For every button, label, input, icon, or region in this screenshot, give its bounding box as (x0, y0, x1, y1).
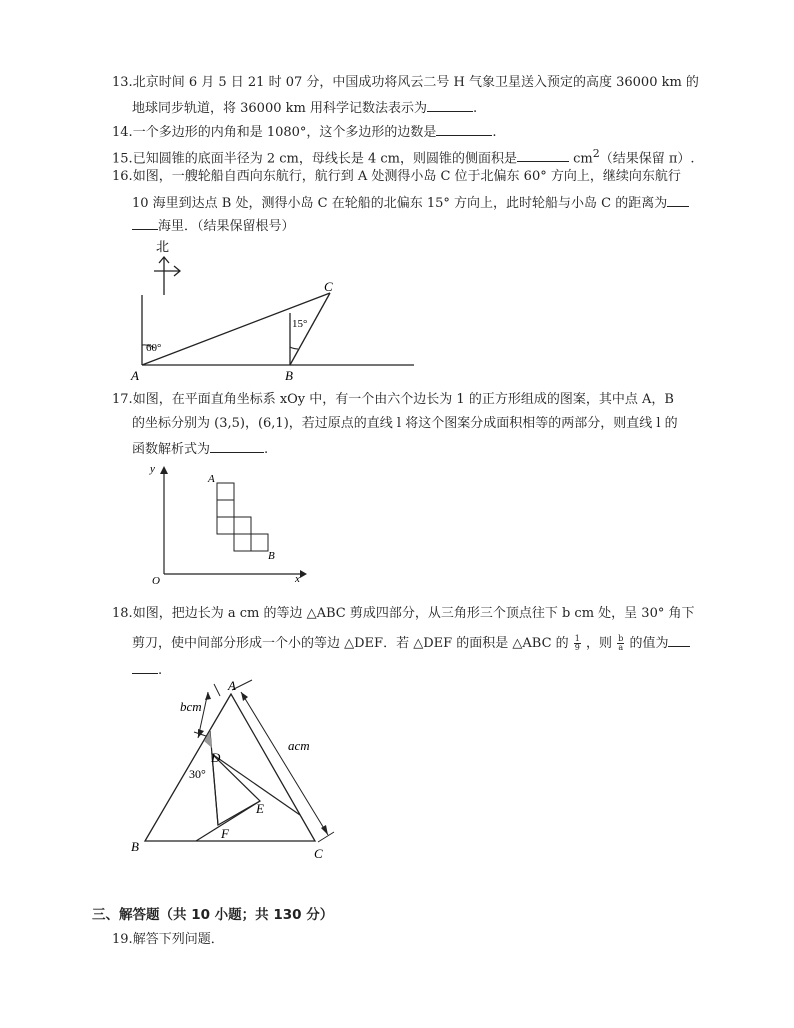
q16-line3: 海里．（结果保留根号） (132, 215, 295, 236)
q17-line1: 17.如图，在平面直角坐标系 xOy 中，有一个由六个边长为 1 的正方形组成的图案，其中点 A，B (112, 392, 674, 407)
q14-answer-blank[interactable] (436, 121, 492, 136)
q17-line3: 函数解析式为 . (132, 438, 268, 459)
triangle-ABC (145, 694, 315, 841)
q14-line: 14.一个多边形的内角和是 1080°，这个多边形的边数是 . (112, 121, 497, 142)
q13-line1: 13.北京时间 6 月 5 日 21 时 07 分，中国成功将风云二号 H 气象卫星送入预定的高度 36000 km 的 (112, 75, 699, 90)
square (234, 517, 251, 534)
point-C-label: C (324, 279, 333, 294)
point-B-label: B (285, 368, 293, 383)
point-E-label: E (256, 801, 264, 816)
q13-line2: 地球同步轨道，将 36000 km 用科学记数法表示为 . (132, 97, 477, 118)
x-axis-arrow (300, 570, 307, 578)
bcm-label: bcm (180, 699, 202, 714)
q18-figure (128, 678, 348, 866)
point-A-label: A (208, 473, 215, 485)
angle-15-label: 15° (292, 318, 308, 330)
q13-answer-blank[interactable] (427, 97, 473, 112)
q16-answer-blank-b[interactable] (132, 215, 158, 230)
y-axis-arrow (160, 466, 168, 474)
square-pattern (217, 483, 268, 551)
angle-30-label: 30° (189, 767, 206, 781)
origin-label: O (152, 575, 160, 585)
acm-arrow-top (241, 692, 248, 701)
angle-60-label: 60° (146, 342, 162, 354)
q18-answer-blank-b[interactable] (132, 659, 158, 674)
square (234, 534, 251, 551)
square (251, 534, 268, 551)
bcm-tick-top (214, 684, 220, 696)
point-B-label: B (268, 550, 275, 562)
q18-line1: 18.如图，把边长为 a cm 的等边 △ABC 剪成四部分，从三角形三个顶点往下 b cm 处，呈 30° 角下 (112, 606, 695, 621)
q17-line2: 的坐标分别为 (3,5)，(6,1)，若过原点的直线 l 将这个图案分成面积相等的两部分，则直线 l 的 (132, 416, 678, 431)
q18-line3: . (132, 659, 162, 680)
square (217, 500, 234, 517)
y-axis-label: y (150, 463, 155, 475)
q17-answer-blank[interactable] (210, 438, 264, 453)
bcm-arrow-top (205, 692, 211, 700)
square (217, 517, 234, 534)
point-A-label: A (228, 678, 236, 693)
section-3-title: 三、解答题（共 10 小题；共 130 分） (92, 907, 334, 923)
q15-line: 15.已知圆锥的底面半径为 2 cm，母线长是 4 cm，则圆锥的侧面积是 $cm^2$（结果保留 π）. (112, 147, 695, 167)
point-C-label: C (314, 846, 323, 861)
square (217, 483, 234, 500)
q17-figure (140, 460, 310, 585)
q16-line1: 16.如图，一艘轮船自西向东航行，航行到 A 处测得小岛 C 位于北偏东 60° 方向上，继续向东航行 (112, 169, 681, 184)
point-A-label: A (131, 368, 139, 383)
acm-dimension-line (241, 692, 328, 835)
x-axis-label: x (295, 573, 300, 585)
acm-label: acm (288, 738, 310, 753)
point-F-label: F (221, 826, 229, 841)
angle-15-arc (290, 347, 298, 349)
point-D-label: D (211, 750, 221, 765)
bcm-arrow-bottom (198, 729, 204, 738)
point-B-label: B (131, 839, 139, 854)
q16-answer-blank-a[interactable] (667, 192, 689, 207)
q19-line: 19.解答下列问题． (112, 932, 224, 947)
q16-figure (128, 235, 428, 385)
fraction-one-ninth: $\frac{1}{9}$ (574, 634, 580, 652)
acm-arrow-bottom (321, 825, 328, 835)
q16-line2: 10 海里到达点 B 处，测得小岛 C 在轮船的北偏东 15° 方向上，此时轮船与小岛 C 的距离为 (132, 192, 689, 213)
q15-answer-blank[interactable] (517, 147, 569, 162)
acm-tick-bottom (318, 832, 334, 842)
q18-answer-blank-a[interactable] (668, 632, 690, 647)
north-label: 北 (156, 239, 170, 254)
fraction-b-over-a: $\frac{b}{a}$ (618, 634, 624, 652)
q18-line2: 剪刀，使中间部分形成一个小的等边 △DEF．若 △DEF 的面积是 △ABC 的 $\frac{1}{9}$ ，则 $\frac{b}{a}$ 的值为 (132, 632, 690, 653)
